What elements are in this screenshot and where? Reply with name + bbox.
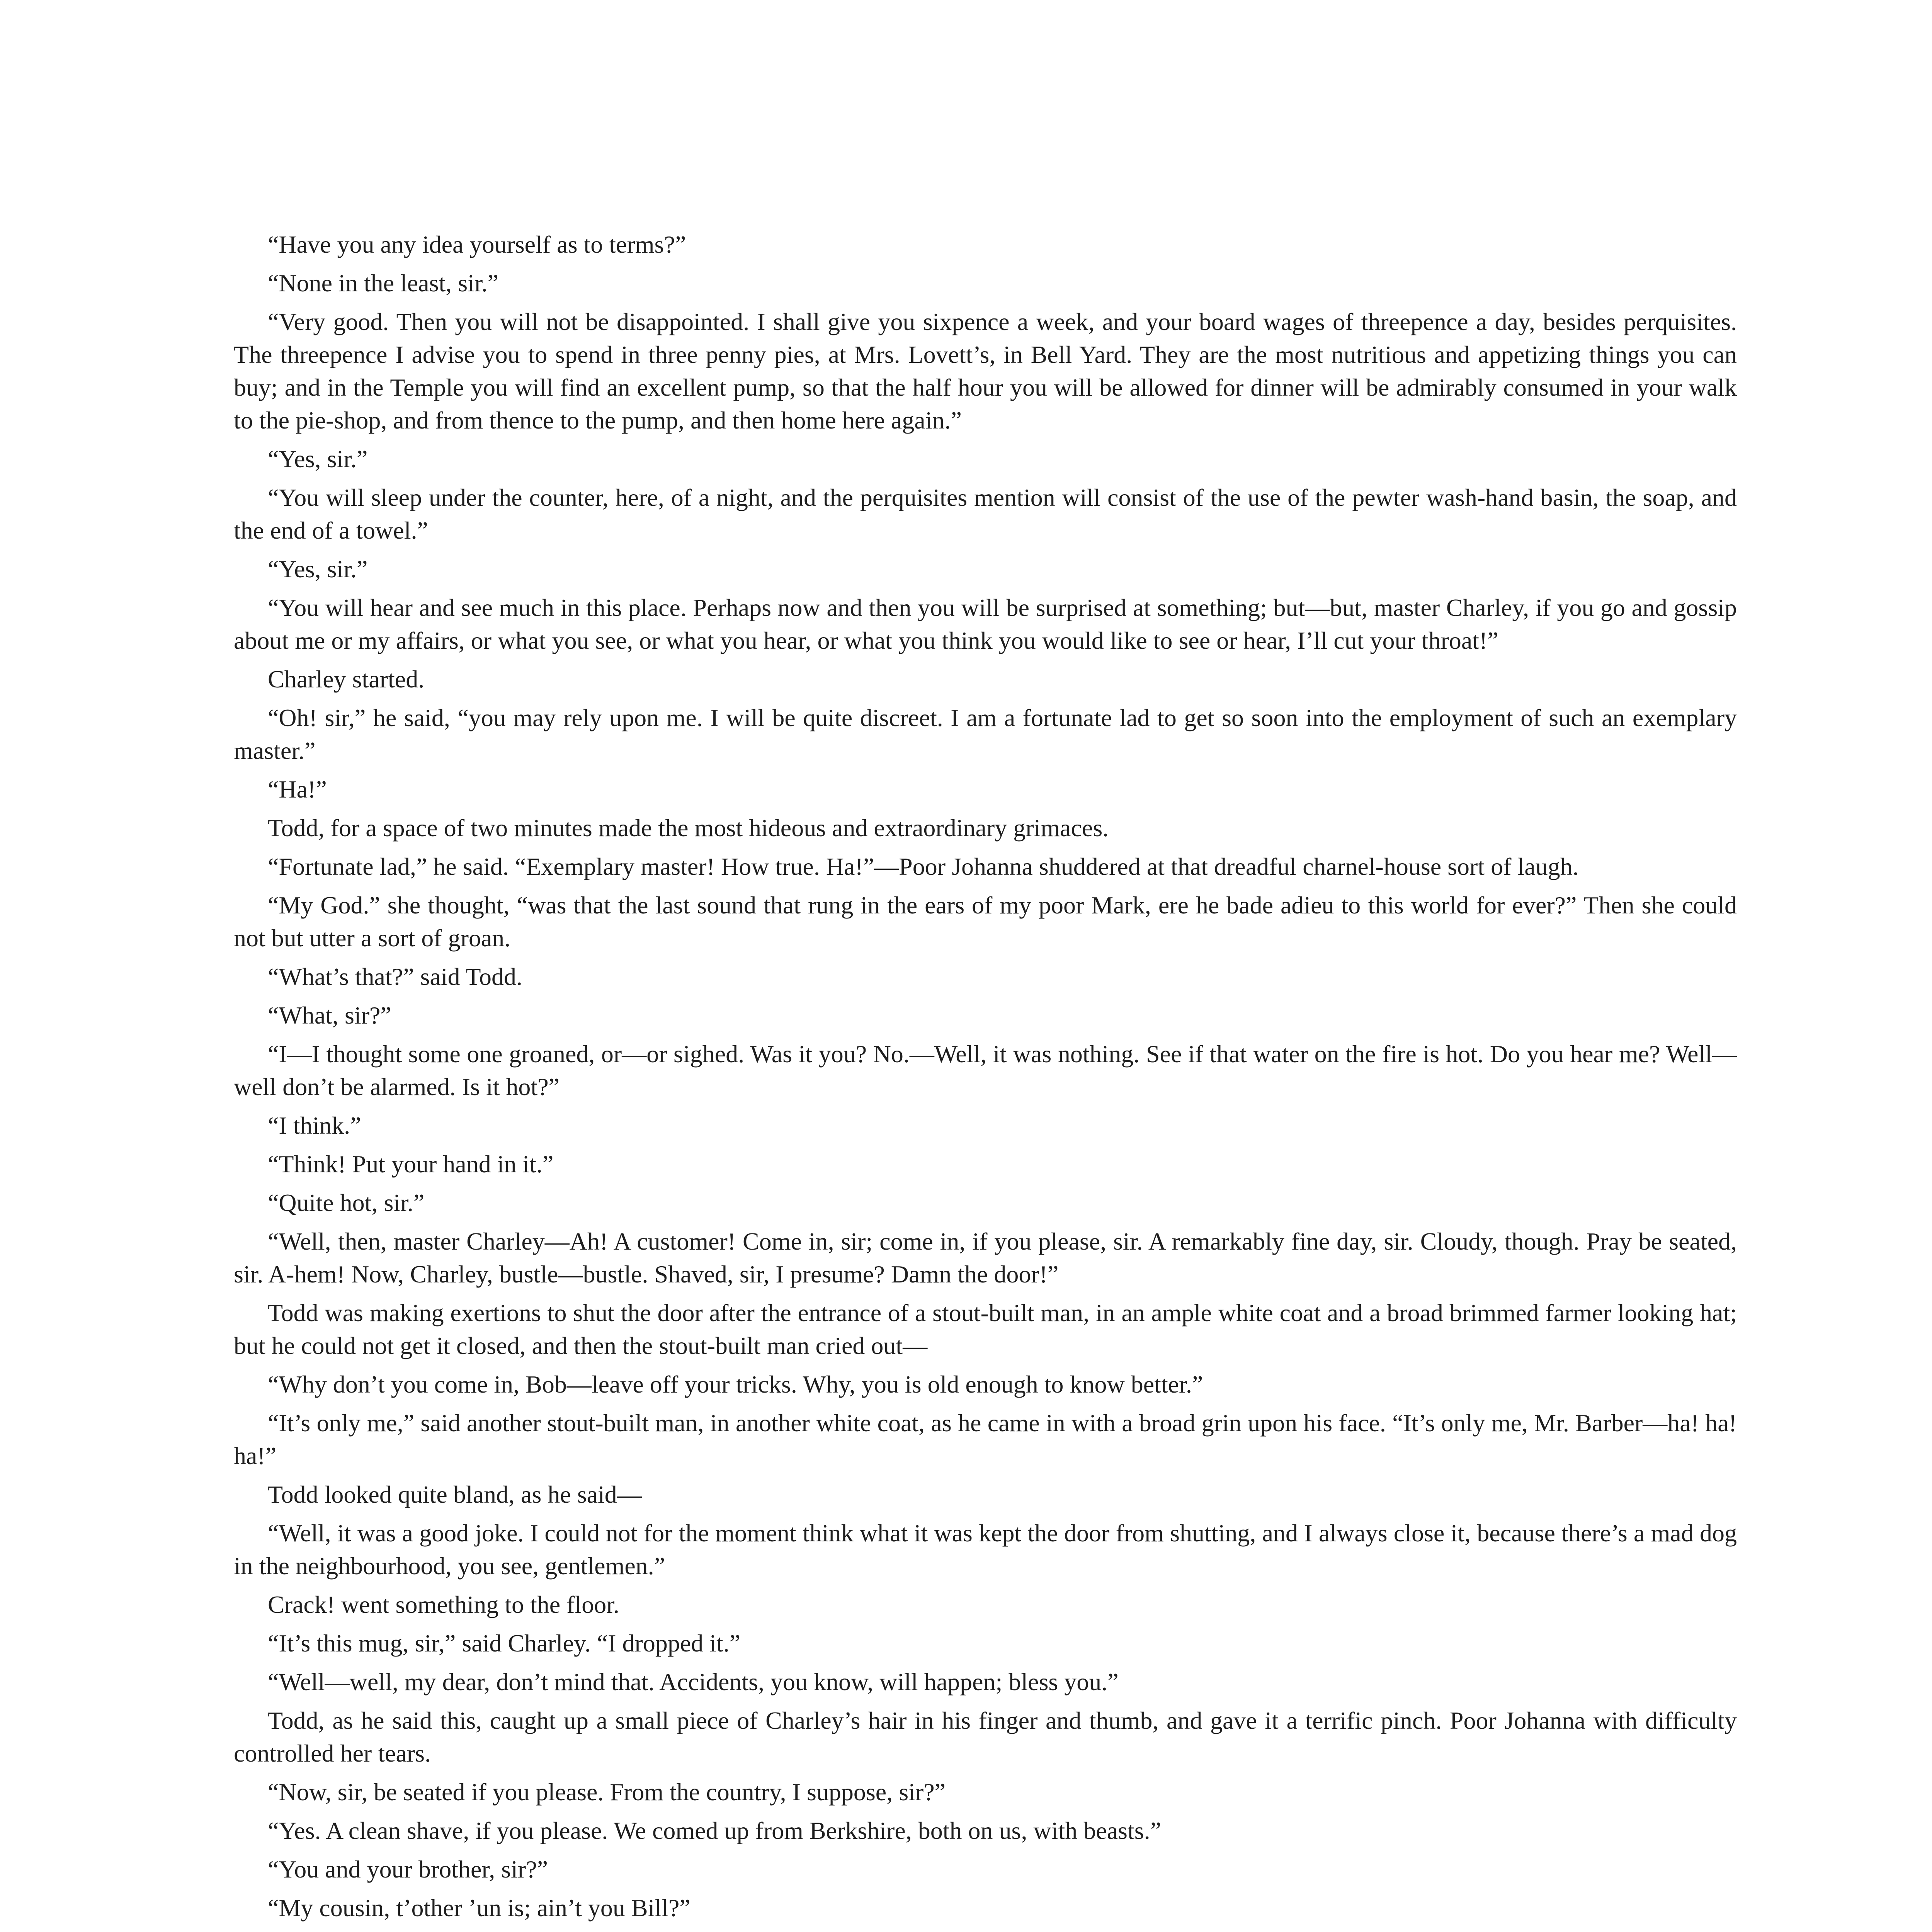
paragraph: “Very good. Then you will not be disappointed. I shall give you sixpence a week, and your board wages of threepence a day, besides perquisites. The threepence I advise you to spend in three penny pies, at Mrs. Lovett’s, in Bell Yard. They are the most nutritious and appetizing things you can buy; and in the Temple you will find an excellent pump, so that the half hour you will be allowed for dinner will be admirably consumed in your walk to the pie-shop, and from thence to the pump, and then home here again.” (234, 308, 1737, 434)
paragraph: “Yes. A clean shave, if you please. We comed up from Berkshire, both on us, with beasts.” (268, 1817, 1162, 1844)
paragraph: “Yes, sir.” (268, 555, 368, 583)
paragraph: “What’s that?” said Todd. (268, 963, 523, 990)
paragraph: “Ha!” (268, 776, 327, 803)
paragraph: “My God.” she thought, “was that the last sound that rung in the ears of my poor Mark, ere he bade adieu to this world for ever?” Then she could not but utter a sort of groan. (234, 891, 1737, 952)
paragraph: Charley started. (268, 665, 425, 693)
paragraph: “Yes, sir.” (268, 445, 368, 473)
paragraph: “Have you any idea yourself as to terms?” (268, 231, 686, 258)
paragraph: “Oh! sir,” he said, “you may rely upon me. I will be quite discreet. I am a fortunate lad to get so soon into the employment of such an exemplary master.” (234, 704, 1737, 764)
paragraph: Todd, for a space of two minutes made the most hideous and extraordinary grimaces. (268, 814, 1109, 842)
paragraph: Crack! went something to the floor. (268, 1591, 620, 1618)
paragraph (234, 1930, 1737, 1932)
paragraph: “My cousin, t’other ’un is; ain’t you Bill?” (268, 1894, 690, 1922)
paragraph: “None in the least, sir.” (268, 269, 499, 297)
paragraph: “I—I thought some one groaned, or—or sighed. Was it you? No.—Well, it was nothing. See if that water on the fire is hot. Do you hear me? Well—well don’t be alarmed. Is it hot?” (234, 1040, 1737, 1100)
paragraph: “I think.” (268, 1112, 361, 1139)
paragraph: Todd, as he said this, caught up a small piece of Charley’s hair in his finger and thumb, and gave it a terrific pinch. Poor Johanna with difficulty controlled her tears. (234, 1707, 1737, 1767)
paragraph: “Why don’t you come in, Bob—leave off your tricks. Why, you is old enough to know better.” (268, 1371, 1203, 1398)
paragraph: “You will sleep under the counter, here, of a night, and the perquisites mention will consist of the use of the pewter wash-hand basin, the soap, and the end of a towel.” (234, 484, 1737, 544)
paragraph: “Fortunate lad,” he said. “Exemplary master! How true. Ha!”—Poor Johanna shuddered at that dreadful charnel-house sort of laugh. (268, 853, 1579, 880)
paragraph: “Quite hot, sir.” (268, 1189, 425, 1216)
paragraph: “It’s this mug, sir,” said Charley. “I dropped it.” (268, 1629, 741, 1657)
paragraph: “Well, it was a good joke. I could not for the moment think what it was kept the door from shutting, and I always close it, because there’s a mad dog in the neighbourhood, you see, gentlemen.” (234, 1519, 1737, 1580)
paragraph: “Well, then, master Charley—Ah! A customer! Come in, sir; come in, if you please, sir. A remarkably fine day, sir. Cloudy, though. Pray be seated, sir. A-hem! Now, Charley, bustle—bustle. Shaved, sir, I presume? Damn the door!” (234, 1228, 1737, 1288)
paragraph: “Well—well, my dear, don’t mind that. Accidents, you know, will happen; bless you.” (268, 1668, 1119, 1696)
page-text (234, 228, 1737, 1932)
paragraph: “It’s only me,” said another stout-built man, in another white coat, as he came in with a broad grin upon his face. “It’s only me, Mr. Barber—ha! ha! ha!” (234, 1409, 1737, 1469)
paragraph: “Now, sir, be seated if you please. From the country, I suppose, sir?” (268, 1778, 946, 1806)
paragraph: “What, sir?” (268, 1002, 391, 1029)
paragraph: Todd was making exertions to shut the door after the entrance of a stout-built man, in an ample white coat and a broad brimmed farmer looking hat; but he could not get it closed, and then the stout-built man cried out— (234, 1299, 1737, 1359)
paragraph: “Think! Put your hand in it.” (268, 1150, 554, 1178)
paragraph: Todd looked quite bland, as he said— (268, 1481, 642, 1508)
paragraph: “You will hear and see much in this place. Perhaps now and then you will be surprised at something; but—but, master Charley, if you go and gossip about me or my affairs, or what you see, or what you hear, or what you think you would like to see or hear, I’ll cut your throat!” (234, 594, 1737, 654)
paragraph: “You and your brother, sir?” (268, 1855, 548, 1883)
